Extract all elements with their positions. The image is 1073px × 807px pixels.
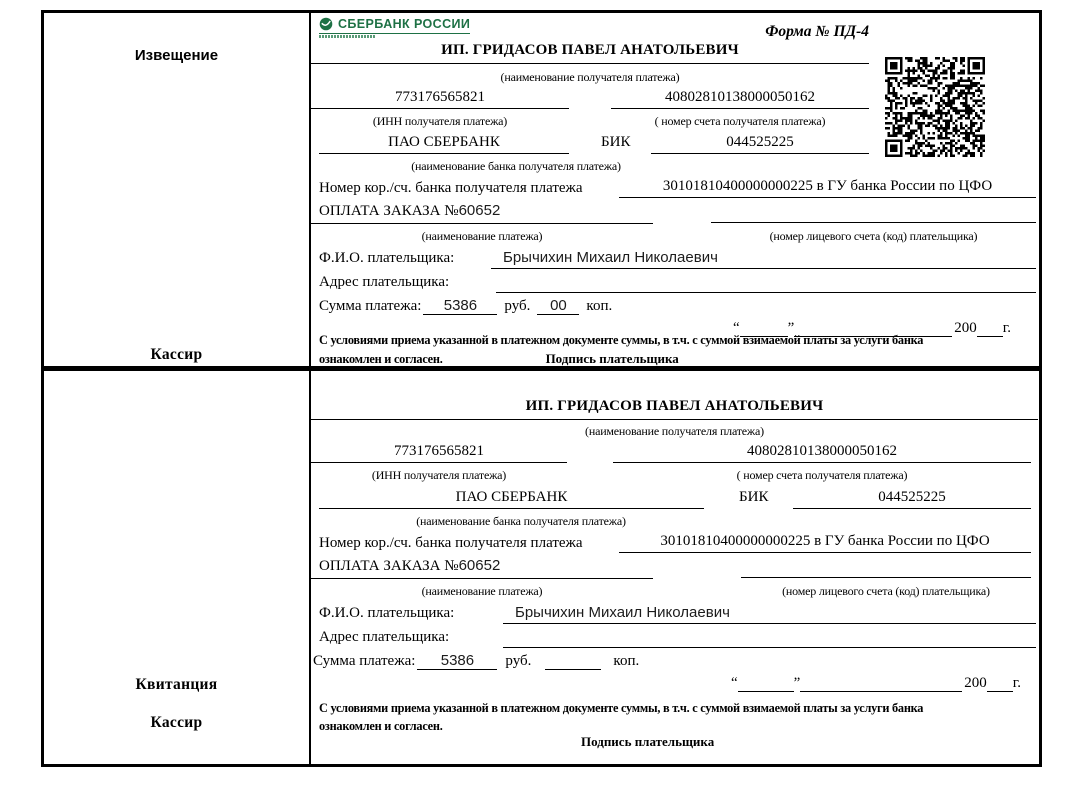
date-quote-open: “ (732, 320, 740, 336)
personal-account-field (741, 557, 1031, 578)
payment-document (41, 10, 1042, 767)
account-value: 40802810138000050162 (613, 443, 1031, 463)
date-row (731, 674, 1021, 692)
year-prefix: 200 (954, 320, 977, 336)
year-field (987, 674, 1013, 692)
sum-label: Сумма платежа: (313, 653, 416, 669)
inn-caption: (ИНН получателя платежа) (371, 468, 507, 482)
notice-body (311, 13, 1039, 366)
recipient-name: ИП. ГРИДАСОВ ПАВЕЛ АНАТОЛЬЕВИЧ (311, 42, 869, 64)
year-suffix: г. (1012, 675, 1021, 691)
payment-name-caption: (наименование платежа) (421, 584, 543, 598)
payer-name-value: Брычихин Михаил Николаевич (503, 604, 1036, 624)
sum-value: 5386 (417, 652, 497, 670)
notice-left-column (44, 13, 311, 366)
date-quote-open: “ (730, 675, 738, 691)
notice-section-label: Извещение (134, 47, 219, 64)
form-number-label: Форма № ПД-4 (765, 23, 869, 40)
agreement-line2: ознакомлен и согласен. (319, 352, 443, 366)
section-receipt (41, 369, 1042, 767)
date-month-field (800, 674, 962, 692)
section-notice (41, 10, 1042, 369)
payer-name-label: Ф.И.О. плательщика: (319, 605, 455, 621)
sum-label: Сумма платежа: (319, 298, 422, 314)
account-value: 40802810138000050162 (611, 89, 869, 109)
bank-caption: (наименование банка получателя платежа) (411, 159, 621, 173)
bank-caption: (наименование банка получателя платежа) (416, 514, 626, 528)
signature-label: Подпись плательщика (581, 734, 715, 749)
recipient-caption: (наименование получателя платежа) (585, 424, 764, 438)
date-quote-close: ” (793, 675, 801, 691)
kop-value (545, 652, 601, 670)
agreement-block (319, 333, 923, 367)
receipt-body (311, 371, 1039, 764)
sberbank-logo (319, 17, 470, 38)
payer-address-label: Адрес плательщика: (319, 629, 450, 645)
personal-account-caption: (номер лицевого счета (код) плательщика) (782, 584, 990, 598)
year-prefix: 200 (964, 675, 987, 691)
recipient-name: ИП. ГРИДАСОВ ПАВЕЛ АНАТОЛЬЕВИЧ (311, 398, 1038, 420)
inn-value: 773176565821 (311, 443, 567, 463)
bik-label: БИК (601, 134, 631, 150)
rub-label: руб. (504, 298, 531, 314)
sum-row (313, 652, 639, 670)
inn-caption: (ИНН получателя платежа) (372, 114, 508, 128)
account-caption: ( номер счета получателя платежа) (736, 468, 908, 482)
payment-purpose (311, 202, 653, 224)
kop-value: 00 (537, 297, 579, 315)
payment-purpose-number: 60652 (458, 557, 501, 574)
corr-account-label: Номер кор./сч. банка получателя платежа (319, 535, 583, 551)
sum-row (319, 297, 612, 315)
agreement-line1: С условиями приема указанной в платежном документе суммы, в т.ч. с суммой взимаемой платы за услуги банка (319, 333, 924, 347)
qr-code (885, 57, 985, 157)
payer-name-label: Ф.И.О. плательщика: (319, 250, 455, 266)
receipt-left-column (44, 371, 311, 764)
personal-account-field (711, 202, 1036, 223)
payment-purpose-prefix: ОПЛАТА ЗАКАЗА № (319, 558, 459, 574)
notice-cashier-label: Кассир (150, 346, 203, 363)
bik-value: 044525225 (793, 489, 1031, 509)
sberbank-logo-text: СБЕРБАНК РОССИИ (338, 17, 471, 31)
payment-name-caption: (наименование платежа) (421, 229, 543, 243)
corr-account-value: 30101810400000000225 в ГУ банка России по ЦФО (619, 178, 1036, 198)
agreement-line1: С условиями приема указанной в платежном документе суммы, в т.ч. с суммой взимаемой платы за услуги банка (319, 701, 924, 715)
date-day-field (738, 674, 794, 692)
receipt-section-label: Квитанция (135, 676, 218, 693)
payer-address-label: Адрес плательщика: (319, 274, 450, 290)
personal-account-caption: (номер лицевого счета (код) плательщика) (769, 229, 978, 243)
year-field (977, 319, 1003, 337)
payer-address-field (496, 272, 1036, 293)
kop-label: коп. (586, 298, 613, 314)
corr-account-label: Номер кор./сч. банка получателя платежа (319, 180, 583, 196)
kop-label: коп. (613, 653, 640, 669)
rub-label: руб. (505, 653, 532, 669)
year-suffix: г. (1002, 320, 1011, 336)
receipt-cashier-label: Кассир (150, 714, 203, 731)
bik-value: 044525225 (651, 134, 869, 154)
signature-label: Подпись плательщика (545, 351, 679, 366)
recipient-caption: (наименование получателя платежа) (500, 70, 680, 84)
agreement-line2: ознакомлен и согласен. (319, 719, 443, 733)
account-caption: ( номер счета получателя платежа) (654, 114, 826, 128)
inn-value: 773176565821 (311, 89, 569, 109)
bik-label: БИК (739, 489, 769, 505)
payment-purpose (311, 557, 653, 579)
bank-name: ПАО СБЕРБАНК (319, 134, 569, 154)
date-quote-close: ” (787, 320, 795, 336)
corr-account-value: 30101810400000000225 в ГУ банка России по ЦФО (619, 533, 1031, 553)
sberbank-logo-icon (319, 17, 333, 31)
bank-name: ПАО СБЕРБАНК (319, 489, 704, 509)
payment-purpose-number: 60652 (458, 202, 501, 219)
payer-name-value: Брычихин Михаил Николаевич (491, 249, 1036, 269)
payment-purpose-prefix: ОПЛАТА ЗАКАЗА № (319, 203, 459, 219)
sum-value: 5386 (423, 297, 497, 315)
sberbank-tagline-decoration (319, 35, 375, 38)
payer-address-field (503, 627, 1036, 648)
agreement-block (319, 701, 923, 734)
